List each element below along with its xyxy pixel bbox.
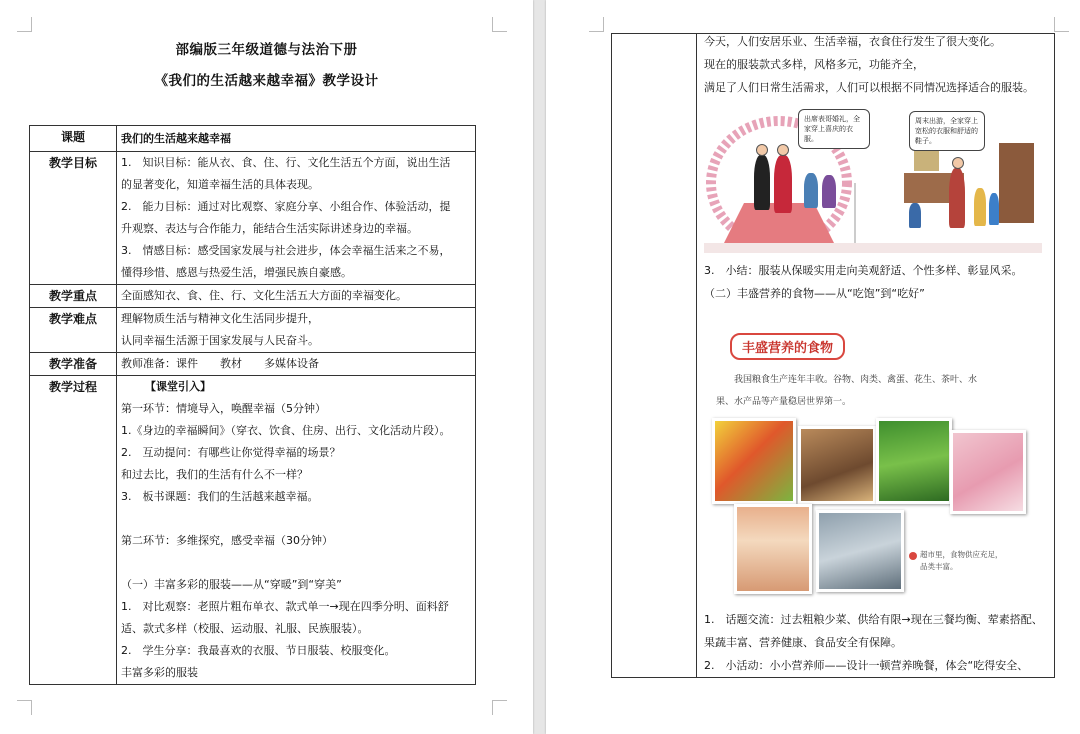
goals-line: 的显著变化，知道幸福生活的具体表现。 bbox=[121, 178, 319, 191]
process-line: 第二环节：多维探究，感受幸福（30分钟） bbox=[121, 534, 333, 547]
body-line: 现在的服装款式多样，风格多元，功能齐全， bbox=[704, 58, 924, 71]
section-heading: （二）丰盛营养的食物——从“吃饱”到“吃好” bbox=[704, 287, 925, 300]
process-line: 和过去比，我们的生活有什么不一样？ bbox=[121, 468, 308, 481]
lesson-plan-table bbox=[29, 125, 476, 685]
blank-line bbox=[121, 552, 471, 574]
process-section-heading: 【课堂引入】 bbox=[145, 380, 211, 393]
table-column-divider bbox=[696, 34, 697, 677]
goals-line: 升观察、表达与合作能力，能结合生活实际讲述身边的幸福。 bbox=[121, 222, 418, 235]
preparation-label: 教学准备 bbox=[30, 353, 117, 376]
document-page-1 bbox=[0, 0, 533, 734]
food-text-line: 我国粮食生产连年丰收。谷物、肉类、禽蛋、花生、茶叶、水 bbox=[734, 375, 978, 385]
process-line: 2. 互动提问：有哪些让你觉得幸福的场景？ bbox=[121, 446, 341, 459]
guest-figure bbox=[804, 173, 818, 208]
clothing-illustration bbox=[704, 103, 1042, 253]
summary-line: 3. 小结：服装从保暖实用走向美观舒适、个性多样、彰显风采。 bbox=[704, 264, 1023, 277]
father-head bbox=[952, 157, 964, 169]
speech-bubble-left: 出席表哥婚礼，全家穿上喜庆的衣服。 bbox=[798, 109, 870, 149]
page-corner-mark bbox=[492, 17, 507, 32]
difficulty-label: 教学难点 bbox=[30, 308, 117, 353]
process-cell bbox=[117, 376, 476, 685]
topic-value: 我们的生活越来越幸福 bbox=[117, 126, 476, 152]
child-figure bbox=[989, 193, 999, 225]
blank-line bbox=[121, 508, 471, 530]
process-line: 1. 对比观察：老照片粗布单衣、款式单一→现在四季分明、面料舒 bbox=[121, 600, 449, 613]
body-line: 2. 小活动：小小营养师——设计一顿营养晚餐，体会“吃得安全、 bbox=[704, 659, 1029, 672]
speech-bubble-right: 周末出游，全家穿上宽松的衣服和舒适的鞋子。 bbox=[909, 111, 985, 151]
food-textbook-excerpt bbox=[704, 330, 1044, 600]
body-line: 今天，人们安居乐业、生活幸福，衣食住行发生了很大变化。 bbox=[704, 35, 1001, 48]
father-figure bbox=[949, 168, 965, 228]
goals-cell bbox=[117, 152, 476, 285]
page-corner-mark bbox=[589, 17, 604, 32]
groom-head bbox=[756, 144, 768, 156]
bride-figure bbox=[774, 155, 792, 213]
process-line: 1.《身边的幸福瞬间》（穿衣、饮食、住房、出行、文化活动片段）。 bbox=[121, 424, 451, 437]
process-line: 第一环节：情境导入，唤醒幸福（5分钟） bbox=[121, 402, 326, 415]
preparation-text: 教师准备：课件 教材 多媒体设备 bbox=[121, 357, 319, 370]
process-line: 2. 学生分享：我最喜欢的衣服、节日服装、校服变化。 bbox=[121, 644, 396, 657]
difficulty-line: 理解物质生活与精神文化生活同步提升， bbox=[121, 312, 319, 325]
process-line: 丰富多彩的服装 bbox=[121, 666, 198, 679]
difficulty-cell bbox=[117, 308, 476, 353]
page-corner-mark bbox=[492, 700, 507, 715]
groom-figure bbox=[754, 155, 770, 210]
document-title-line-2: 《我们的生活越来越幸福》教学设计 bbox=[154, 73, 379, 89]
body-line: 满足了人们日常生活需求，人们可以根据不同情况选择适合的服装。 bbox=[704, 81, 1034, 94]
goals-label: 教学目标 bbox=[30, 152, 117, 285]
goals-line: 2. 能力目标：通过对比观察、家庭分享、小组合作、体验活动，提 bbox=[121, 200, 451, 213]
topic-label: 课题 bbox=[30, 126, 117, 152]
body-line: 1. 话题交流：过去粗粮少菜、供给有限→现在三餐均衡、荤素搭配、 bbox=[704, 613, 1043, 626]
key-point-label: 教学重点 bbox=[30, 285, 117, 308]
photo-caption-line: 超市里，食物供应充足， bbox=[920, 550, 1003, 559]
process-line: 适、款式多样（校服、运动服、礼服、民族服装）。 bbox=[121, 622, 369, 635]
difficulty-line: 认同幸福生活源于国家发展与人民奋斗。 bbox=[121, 334, 319, 347]
vegetable-photo bbox=[876, 418, 952, 504]
page-corner-mark bbox=[17, 700, 32, 715]
egg-photo bbox=[734, 504, 812, 594]
child-figure bbox=[909, 203, 921, 228]
process-line: （一）丰富多彩的服装——从“穿暖”到“穿美” bbox=[121, 578, 342, 591]
process-label: 教学过程 bbox=[30, 376, 117, 685]
child-figure bbox=[974, 188, 986, 226]
bride-head bbox=[777, 144, 789, 156]
process-line: 3. 板书课题：我们的生活越来越幸福。 bbox=[121, 490, 319, 503]
grain-photo bbox=[798, 426, 876, 504]
document-title-line-1: 部编版三年级道德与法治下册 bbox=[175, 42, 358, 58]
guest-figure bbox=[822, 175, 836, 208]
meat-photo bbox=[950, 430, 1026, 514]
fruit-photo bbox=[712, 418, 796, 504]
page-corner-mark bbox=[17, 17, 32, 32]
caption-dot-icon bbox=[909, 552, 917, 560]
goals-line: 1. 知识目标：能从衣、食、住、行、文化生活五个方面，说出生活 bbox=[121, 156, 451, 169]
food-text-line: 果、水产品等产量稳居世界第一。 bbox=[716, 397, 852, 407]
photo-caption-line: 品类丰富。 bbox=[920, 562, 958, 571]
goals-line: 懂得珍惜、感恩与热爱生活，增强民族自豪感。 bbox=[121, 266, 352, 279]
goals-line: 3. 情感目标：感受国家发展与社会进步，体会幸福生活来之不易， bbox=[121, 244, 451, 257]
key-point-text: 全面感知衣、食、住、行、文化生活五大方面的幸福变化。 bbox=[121, 289, 407, 302]
page-corner-mark bbox=[1054, 17, 1069, 32]
body-line: 果蔬丰富、营养健康、食品安全有保障。 bbox=[704, 636, 902, 649]
key-point-value bbox=[117, 285, 476, 308]
fish-photo bbox=[816, 510, 904, 592]
food-section-banner: 丰盛营养的食物 bbox=[730, 333, 845, 360]
preparation-cell bbox=[117, 353, 476, 376]
